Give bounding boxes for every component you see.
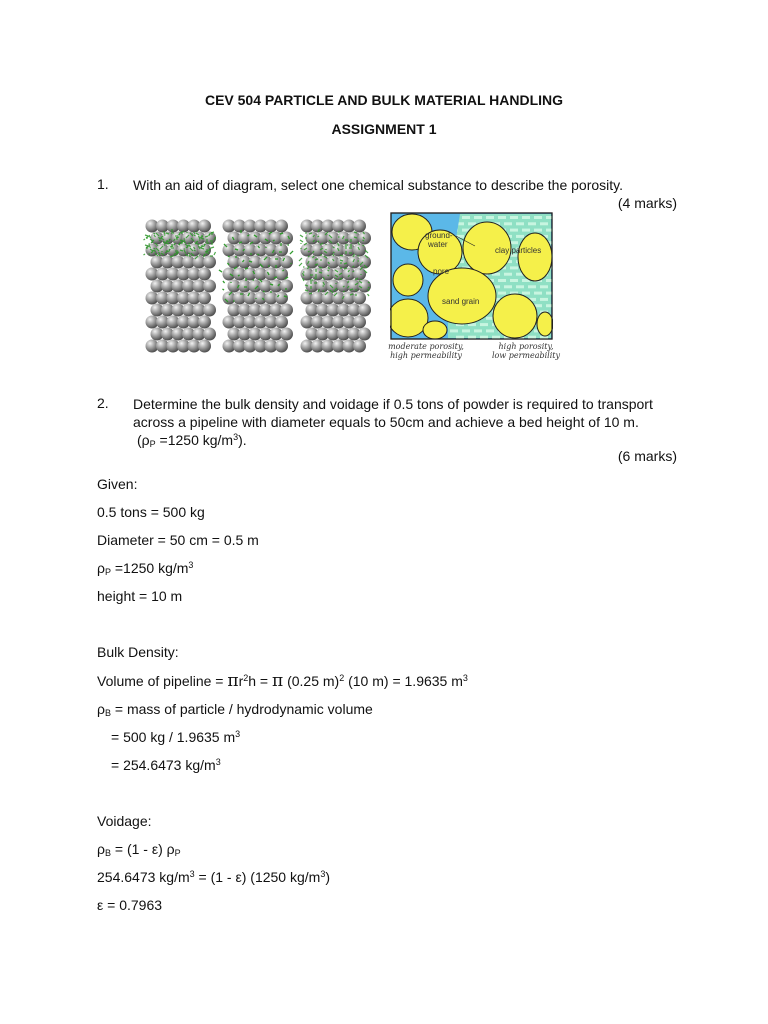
- sphere-column: [219, 220, 293, 353]
- caption-high-porosity: high porosity, low permeability: [491, 342, 561, 360]
- label-sand-grain: sand grain: [442, 297, 480, 306]
- rho-b-step1: = 500 kg / 1.9635 $m^3$: [111, 729, 241, 745]
- porosity-diagram: [390, 212, 553, 340]
- q2-number: 2.: [97, 395, 109, 411]
- rho-b-result: = 254.6473 $kg/m^3$: [111, 757, 221, 773]
- q1-text: With an aid of diagram, select one chemical substance to describe the porosity.: [133, 177, 623, 193]
- q2-marks: (6 marks): [617, 448, 677, 464]
- sphere-column: [299, 220, 371, 353]
- q1-number: 1.: [97, 176, 109, 192]
- document-title: CEV 504 PARTICLE AND BULK MATERIAL HANDLING: [204, 92, 564, 108]
- voidage-substitution: 254.6473 $kg/m^3 = (1 - \varepsilon)$ (1250 $kg/m^3$): [97, 869, 330, 885]
- voidage-equation: $\rho_B = (1 - \varepsilon)$ $\rho_P$: [97, 841, 181, 858]
- rho-b-definition: $\rho_B$ = mass of particle / hydrodynamic volume: [97, 701, 373, 718]
- label-pore: pore: [433, 267, 450, 276]
- bulk-density-label: Bulk Density:: [97, 644, 179, 660]
- q2-line1: Determine the bulk density and voidage if 0.5 tons of powder is required to transport: [133, 396, 653, 412]
- q2-line2: across a pipeline with diameter equals to 50cm and achieve a bed height of 10 m.: [133, 414, 639, 430]
- voidage-result: ε = 0.7963: [97, 897, 163, 913]
- given-height: height = 10 m: [97, 588, 183, 604]
- given-density: $\rho_P =1250$ $kg/m^3$: [97, 560, 194, 577]
- voidage-label: Voidage:: [97, 813, 152, 829]
- svg-text:water: water: [428, 240, 448, 249]
- svg-text:ground-: ground-: [425, 231, 453, 240]
- q2-line3: ($\rho_P =1250$ $kg/m^3$).: [137, 432, 247, 449]
- volume-equation: Volume of pipeline = $\pi r^2h = \pi$ (0.25 m)$^2$ (10 m) = 1.9635 $m^3$: [97, 671, 468, 691]
- packed-bed-figure: [140, 212, 375, 360]
- sphere-column: [144, 220, 217, 353]
- label-clay: clay particles: [495, 246, 542, 255]
- given-diameter: Diameter = 50 cm = 0.5 m: [97, 532, 259, 548]
- q1-marks: (4 marks): [617, 195, 677, 211]
- given-label: Given:: [97, 476, 138, 492]
- given-mass: 0.5 tons = 500 kg: [97, 504, 205, 520]
- caption-moderate-porosity: moderate porosity, high permeability: [388, 342, 464, 360]
- assignment-subtitle: ASSIGNMENT 1: [331, 121, 437, 137]
